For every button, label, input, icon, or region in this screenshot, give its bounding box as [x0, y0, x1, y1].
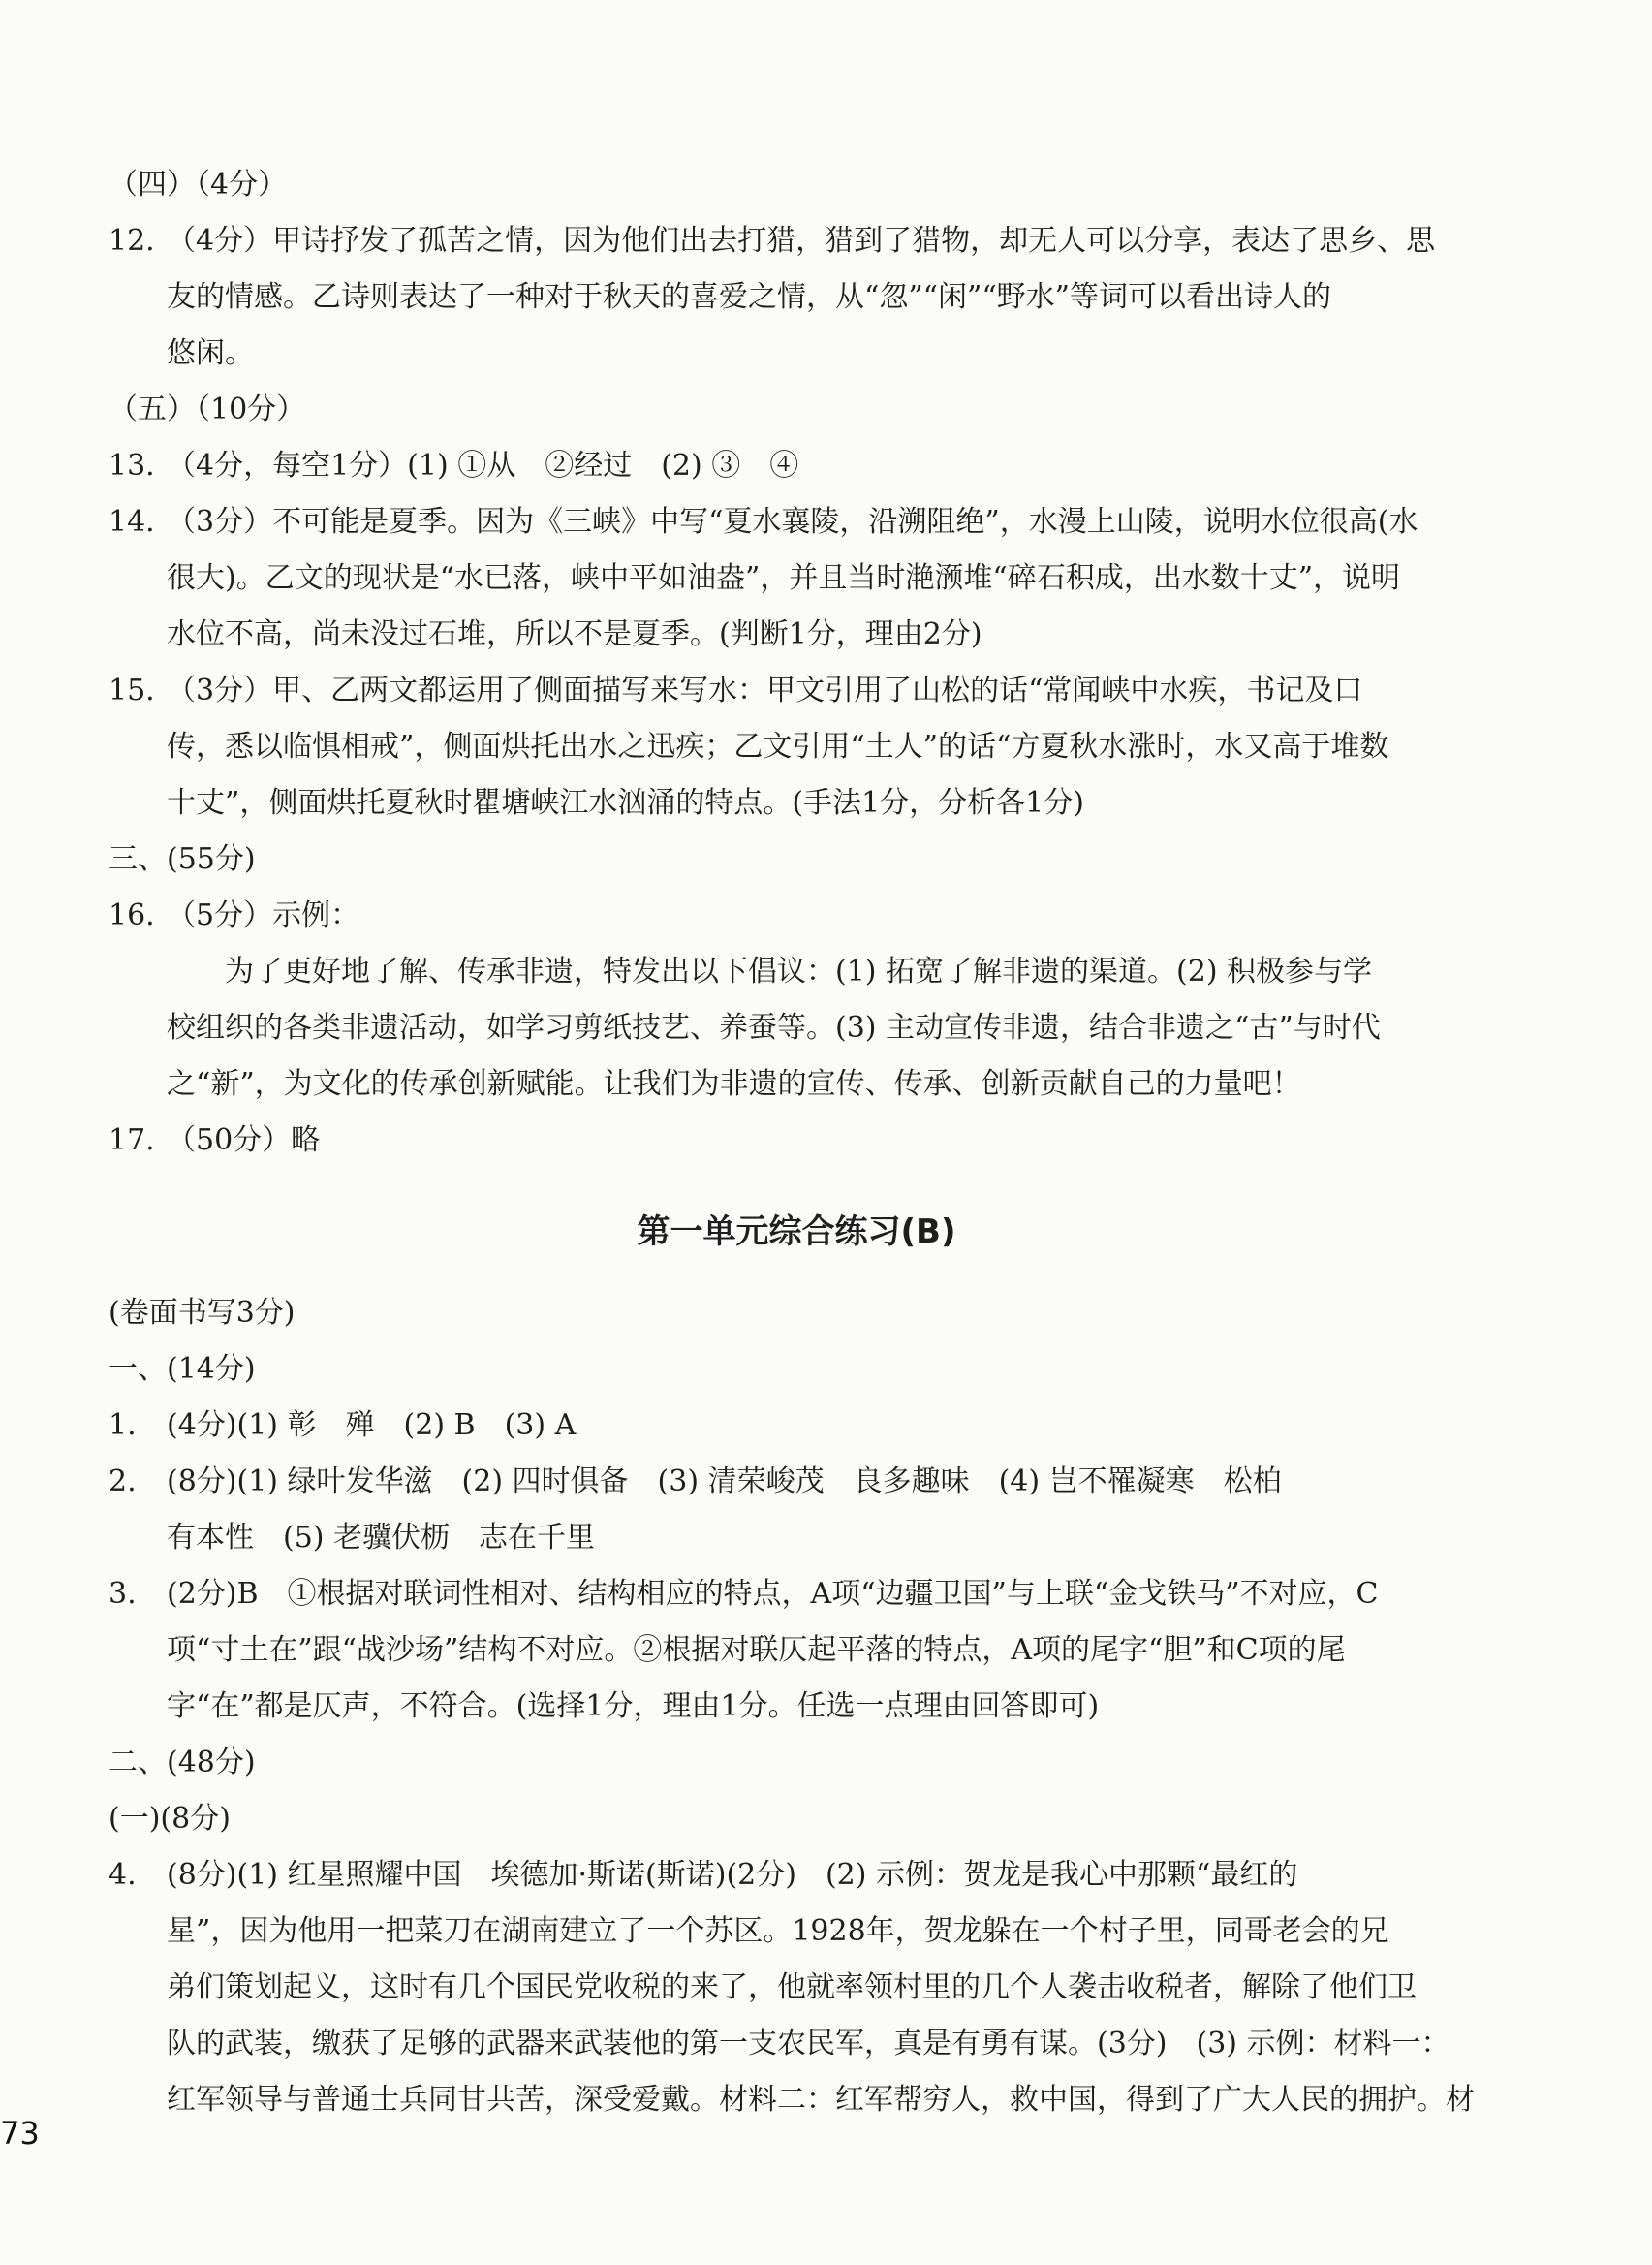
- question-14: [109, 494, 1484, 663]
- section-header: 三、(55分): [109, 842, 256, 876]
- answer-text: [167, 1454, 1484, 1566]
- text-line: 校组织的各类非遗活动，如学习剪纸技艺、养蚕等。(3) 主动宣传非遗，结合非遗之“古”与时代: [167, 1011, 1381, 1045]
- text-line: 之“新”，为文化的传承创新赋能。让我们为非遗的宣传、传承、创新贡献自己的力量吧！: [167, 1067, 1301, 1101]
- question-12: [109, 213, 1484, 382]
- question-number: 3.: [109, 1577, 137, 1611]
- text-line: （3分）不可能是夏季。因为《三峡》中写“夏水襄陵，沿溯阻绝”，水漫上山陵，说明水位很高(水: [167, 505, 1418, 539]
- section-header: 一、(14分): [109, 1352, 256, 1386]
- answer-text: [167, 1847, 1484, 2128]
- question-number: 12.: [109, 224, 155, 258]
- question-number: 2.: [109, 1464, 137, 1498]
- text-line: 为了更好地了解、传承非遗，特发出以下倡议：(1) 拓宽了解非遗的渠道。(2) 积极参与学: [225, 955, 1373, 989]
- answer-text: [167, 663, 1484, 832]
- question-13: [109, 438, 1484, 494]
- text-line: 传，悉以临惧相戒”，侧面烘托出水之迅疾；乙文引用“土人”的话“方夏秋水涨时，水又高于堆数: [167, 730, 1389, 764]
- answer-text: [167, 494, 1484, 663]
- text-line: 悠闲。: [167, 336, 254, 370]
- question-17: [109, 1113, 1484, 1169]
- answer-page: [109, 157, 1484, 2128]
- text-line: (4分)(1) 彰 殚 (2) B (3) A: [167, 1408, 577, 1442]
- answer-text: [167, 213, 1484, 382]
- text-line: 项“寸土在”跟“战沙场”结构不对应。②根据对联仄起平落的特点，A项的尾字“胆”和C项的尾: [167, 1633, 1346, 1667]
- text-line: 队的武装，缴获了足够的武器来武装他的第一支农民军，真是有勇有谋。(3分) (3) 示例：材料一：: [167, 2027, 1450, 2061]
- text-line: 星”，因为他用一把菜刀在湖南建立了一个苏区。1928年，贺龙躲在一个村子里，同哥老会的兄: [167, 1914, 1389, 1948]
- section-title: 第一单元综合练习(B): [637, 1212, 956, 1251]
- question-number: 17.: [109, 1123, 155, 1157]
- answer-text: [167, 1113, 1484, 1169]
- text-line: (8分)(1) 红星照耀中国 埃德加·斯诺(斯诺)(2分) (2) 示例：贺龙是我心中那颗“最红的: [167, 1858, 1298, 1892]
- text-line: （50分）略: [167, 1123, 321, 1157]
- text-line: （3分）甲、乙两文都运用了侧面描写来写水：甲文引用了山松的话“常闻峡中水疾，书记及口: [167, 674, 1363, 708]
- question-3: [109, 1566, 1484, 1735]
- page-number: 73: [0, 2115, 40, 2152]
- question-number: 1.: [109, 1408, 137, 1442]
- subsection-header: (一)(8分): [109, 1802, 231, 1836]
- text-line: 字“在”都是仄声，不符合。(选择1分，理由1分。任选一点理由回答即可): [167, 1689, 1100, 1723]
- question-number: 16.: [109, 898, 155, 932]
- section-header: 二、(48分): [109, 1746, 256, 1779]
- answer-text: [167, 888, 1484, 944]
- answer-text: [167, 1398, 1484, 1454]
- text-line: 水位不高，尚未没过石堆，所以不是夏季。(判断1分，理由2分): [167, 617, 982, 651]
- text-line: (2分)B ①根据对联词性相对、结构相应的特点，A项“边疆卫国”与上联“金戈铁马”不对应，C: [167, 1577, 1379, 1611]
- answer-text: [167, 438, 1484, 494]
- text-line: （4分）甲诗抒发了孤苦之情，因为他们出去打猎，猎到了猎物，却无人可以分享，表达了思乡、思: [167, 224, 1436, 258]
- question-number: 14.: [109, 505, 155, 539]
- question-15: [109, 663, 1484, 832]
- text-line: 弟们策划起义，这时有几个国民党收税的来了，他就率领村里的几个人袭击收税者，解除了他们卫: [167, 1970, 1417, 2004]
- text-line: （5分）示例：: [167, 898, 360, 932]
- text-line: 红军领导与普通士兵同甘共苦，深受爱戴。材料二：红军帮穷人，救中国，得到了广大人民的拥护。材: [167, 2083, 1475, 2117]
- section-header: （五）（10分）: [109, 393, 306, 426]
- text-line: (8分)(1) 绿叶发华滋 (2) 四时俱备 (3) 清荣峻茂 良多趣味 (4) 岂不罹凝寒 松柏: [167, 1464, 1282, 1498]
- question-16: [109, 888, 1484, 944]
- question-1: [109, 1398, 1484, 1454]
- text-line: 很大)。乙文的现状是“水已落，峡中平如油盎”，并且当时滟滪堆“碎石积成，出水数十丈”，说明: [167, 561, 1401, 595]
- text-line: 十丈”，侧面烘托夏秋时瞿塘峡江水汹涌的特点。(手法1分，分析各1分): [167, 786, 1084, 820]
- answer-text: [167, 1566, 1484, 1735]
- section-header: （四）（4分）: [109, 168, 288, 202]
- text-line: 有本性 (5) 老骥伏枥 志在千里: [167, 1521, 596, 1555]
- question-number: 13.: [109, 449, 155, 483]
- question-number: 15.: [109, 674, 155, 708]
- question-4: [109, 1847, 1484, 2128]
- question-number: 4.: [109, 1858, 137, 1892]
- question-2: [109, 1454, 1484, 1566]
- text-line: （4分，每空1分）(1) ①从 ②经过 (2) ③ ④: [167, 449, 799, 483]
- sample-paragraph: [109, 944, 1484, 1113]
- text-line: 友的情感。乙诗则表达了一种对于秋天的喜爱之情，从“忽”“闲”“野水”等词可以看出诗人的: [167, 280, 1332, 314]
- handwriting-note: (卷面书写3分): [109, 1296, 296, 1330]
